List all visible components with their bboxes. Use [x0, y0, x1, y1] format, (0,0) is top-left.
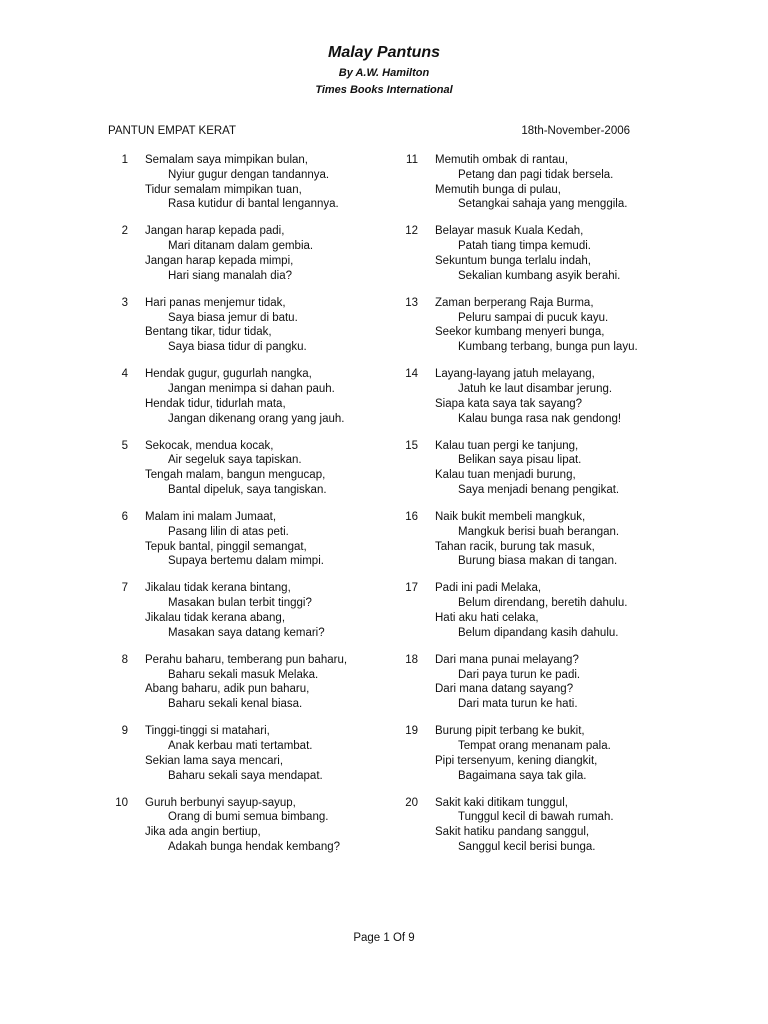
verse-line: Anak kerbau mati tertambat.: [168, 739, 313, 752]
verse-line: Tepuk bantal, pinggil semangat,: [145, 540, 307, 553]
verse-number: 1: [121, 154, 128, 166]
verse-line: Petang dan pagi tidak bersela.: [458, 168, 614, 181]
verse-line: Patah tiang timpa kemudi.: [458, 240, 591, 253]
verse-line: Jatuh ke laut disambar jerung.: [458, 382, 613, 395]
verse-line: Sekocak, mendua kocak,: [145, 439, 274, 452]
page-number: Page 1 Of 9: [353, 932, 415, 944]
verse-line: Dari mata turun ke hati.: [458, 698, 578, 711]
pantun-verse: [396, 510, 726, 581]
verse-number: 3: [121, 296, 128, 309]
verse-line: Masakan saya datang kemari?: [168, 626, 325, 639]
verse-number: 10: [115, 796, 128, 809]
verse-lines: [435, 653, 580, 712]
verse-line: Sanggul kecil berisi bunga.: [458, 840, 596, 853]
verse-line: Belikan saya pisau lipat.: [458, 454, 582, 467]
verse-line: Perahu baharu, temberang pun baharu,: [145, 653, 348, 666]
verse-number: 15: [405, 439, 418, 452]
verse-line: Baharu sekali masuk Melaka.: [168, 668, 319, 681]
verse-line: Jikalau tidak kerana bintang,: [145, 582, 291, 595]
verse-line: Burung pipit terbang ke bukit,: [435, 725, 585, 738]
verse-line: Tunggul kecil di bawah rumah.: [458, 811, 614, 824]
verse-line: Saya biasa jemur di batu.: [168, 311, 298, 324]
verse-lines: [145, 153, 339, 212]
verse-number: 7: [121, 582, 128, 595]
verse-line: Malam ini malam Jumaat,: [145, 510, 277, 523]
pantun-verse: [396, 796, 726, 867]
pantun-verse: [396, 367, 726, 438]
verse-lines: [145, 581, 325, 640]
verse-line: Belayar masuk Kuala Kedah,: [435, 225, 584, 238]
verse-line: Dari paya turun ke padi.: [458, 668, 581, 681]
verse-lines: [435, 367, 621, 426]
verse-line: Jangan dikenang orang yang jauh.: [168, 412, 345, 425]
verse-line: Supaya bertemu dalam mimpi.: [168, 555, 324, 568]
verse-line: Air segeluk saya tapiskan.: [168, 454, 302, 467]
pantun-verse: [106, 510, 436, 581]
verse-line: Peluru sampai di pucuk kayu.: [458, 311, 609, 324]
verse-line: Tidur semalam mimpikan tuan,: [145, 183, 302, 196]
verse-number: 12: [405, 225, 418, 238]
verse-lines: [145, 724, 323, 783]
verse-line: Burung biasa makan di tangan.: [458, 555, 618, 568]
verse-line: Abang baharu, adik pun baharu,: [145, 683, 310, 696]
verse-number: 17: [405, 582, 418, 595]
verse-lines: [435, 796, 614, 855]
pantun-verse: [396, 224, 726, 295]
verse-line: Siapa kata saya tak sayang?: [435, 397, 583, 410]
verse-line: Jangan harap kepada mimpi,: [145, 254, 294, 267]
pantun-verse: [396, 296, 726, 367]
pantun-verse: [106, 224, 436, 295]
verse-line: Rasa kutidur di bantal lengannya.: [168, 198, 339, 211]
verse-lines: [435, 439, 619, 498]
verse-line: Guruh berbunyi sayup-sayup,: [145, 796, 296, 809]
pantun-verse: [106, 653, 436, 724]
section-title: PANTUN EMPAT KERAT: [108, 125, 237, 137]
verse-line: Baharu sekali saya mendapat.: [168, 769, 323, 782]
verse-lines: [145, 796, 340, 855]
verse-line: Hari panas menjemur tidak,: [145, 296, 286, 309]
verse-lines: [145, 224, 313, 283]
verse-lines: [145, 296, 307, 355]
verse-number: 13: [405, 296, 418, 309]
document-date: 18th-November-2006: [521, 125, 630, 137]
verse-line: Mangkuk berisi buah berangan.: [458, 525, 620, 538]
verse-line: Memutih ombak di rantau,: [435, 154, 568, 166]
verse-line: Tahan racik, burung tak masuk,: [435, 540, 595, 553]
verse-number: 18: [405, 653, 418, 666]
verse-number: 6: [121, 510, 128, 523]
verse-line: Sakit hatiku pandang sanggul,: [435, 826, 590, 839]
pantun-verse: [106, 724, 436, 795]
verse-line: Pasang lilin di atas peti.: [168, 525, 289, 538]
verse-line: Kalau tuan menjadi burung,: [435, 469, 576, 482]
verse-line: Sakit kaki ditikam tunggul,: [435, 796, 568, 809]
verse-line: Hari siang manalah dia?: [168, 269, 293, 282]
verse-line: Padi ini padi Melaka,: [435, 582, 542, 595]
verse-line: Tengah malam, bangun mengucap,: [145, 469, 326, 482]
verse-line: Dari mana punai melayang?: [435, 653, 579, 666]
pantun-verse: [106, 296, 436, 367]
verse-line: Memutih bunga di pulau,: [435, 183, 561, 196]
verse-lines: [145, 653, 347, 712]
pantun-verse: [396, 439, 726, 510]
verse-line: Saya menjadi benang pengikat.: [458, 483, 620, 496]
verse-line: Seekor kumbang menyeri bunga,: [435, 326, 605, 339]
verse-line: Naik bukit membeli mangkuk,: [435, 510, 586, 523]
verse-lines: [145, 367, 344, 426]
verse-lines: [435, 153, 627, 212]
verse-line: Bentang tikar, tidur tidak,: [145, 326, 272, 339]
verse-line: Jikalau tidak kerana abang,: [145, 611, 286, 624]
pantun-verse: [106, 153, 436, 224]
pantun-verse: [396, 581, 726, 652]
verse-line: Kalau tuan pergi ke tanjung,: [435, 439, 579, 452]
verse-line: Hati aku hati celaka,: [435, 611, 539, 624]
document-author: By A.W. Hamilton: [338, 67, 430, 79]
verse-number: 4: [121, 368, 128, 381]
verse-line: Bantal dipeluk, saya tangiskan.: [168, 483, 327, 496]
pantun-column-left: [106, 153, 436, 867]
verse-line: Dari mana datang sayang?: [435, 683, 574, 696]
verse-line: Sekuntum bunga terlalu indah,: [435, 254, 591, 267]
verse-line: Mari ditanam dalam gembia.: [168, 240, 314, 253]
verse-line: Kalau bunga rasa nak gendong!: [458, 412, 622, 425]
verse-lines: [435, 296, 638, 355]
verse-line: Belum direndang, beretih dahulu.: [458, 597, 628, 610]
verse-line: Tinggi-tinggi si matahari,: [145, 725, 270, 738]
verse-line: Masakan bulan terbit tinggi?: [168, 597, 312, 610]
verse-lines: [145, 510, 324, 569]
verse-line: Nyiur gugur dengan tandannya.: [168, 168, 330, 181]
verse-number: 2: [121, 225, 128, 238]
verse-lines: [145, 439, 327, 498]
pantun-column-right: [396, 153, 726, 867]
document-title: Malay Pantuns: [327, 44, 441, 61]
pantun-verse: [106, 439, 436, 510]
verse-number: 16: [405, 510, 418, 523]
pantun-verse: [106, 581, 436, 652]
verse-lines: [435, 724, 611, 783]
verse-line: Semalam saya mimpikan bulan,: [145, 154, 308, 166]
verse-number: 11: [406, 154, 418, 166]
verse-line: Layang-layang jatuh melayang,: [435, 368, 595, 381]
verse-line: Baharu sekali kenal biasa.: [168, 698, 303, 711]
pantun-verse: [396, 653, 726, 724]
verse-line: Hendak tidur, tidurlah mata,: [145, 397, 286, 410]
verse-line: Jangan harap kepada padi,: [145, 225, 285, 238]
verse-number: 8: [121, 653, 128, 666]
verse-line: Jika ada angin bertiup,: [145, 826, 261, 839]
verse-line: Adakah bunga hendak kembang?: [168, 840, 341, 853]
verse-lines: [435, 510, 619, 569]
pantun-verse: [106, 796, 436, 867]
verse-line: Jangan menimpa si dahan pauh.: [168, 382, 335, 395]
verse-line: Sekalian kumbang asyik berahi.: [458, 269, 621, 282]
verse-number: 19: [405, 725, 418, 738]
document-publisher: Times Books International: [315, 84, 453, 96]
pantun-verse: [396, 724, 726, 795]
verse-line: Tempat orang menanam pala.: [458, 739, 611, 752]
verse-line: Kumbang terbang, bunga pun layu.: [458, 341, 638, 354]
verse-number: 9: [121, 725, 128, 738]
verse-line: Saya biasa tidur di pangku.: [168, 341, 307, 354]
pantun-verse: [396, 153, 726, 224]
verse-number: 14: [405, 368, 418, 381]
verse-lines: [435, 224, 620, 283]
verse-lines: [435, 581, 627, 640]
verse-line: Hendak gugur, gugurlah nangka,: [145, 368, 312, 381]
verse-line: Sekian lama saya mencari,: [145, 754, 284, 767]
verse-line: Belum dipandang kasih dahulu.: [458, 626, 619, 639]
verse-number: 5: [121, 439, 128, 452]
verse-number: 20: [405, 796, 418, 809]
verse-line: Bagaimana saya tak gila.: [458, 769, 587, 782]
verse-line: Setangkai sahaja yang menggila.: [458, 198, 628, 211]
verse-line: Zaman berperang Raja Burma,: [435, 296, 594, 309]
verse-line: Orang di bumi semua bimbang.: [168, 811, 329, 824]
verse-line: Pipi tersenyum, kening diangkit,: [435, 754, 598, 767]
pantun-verse: [106, 367, 436, 438]
